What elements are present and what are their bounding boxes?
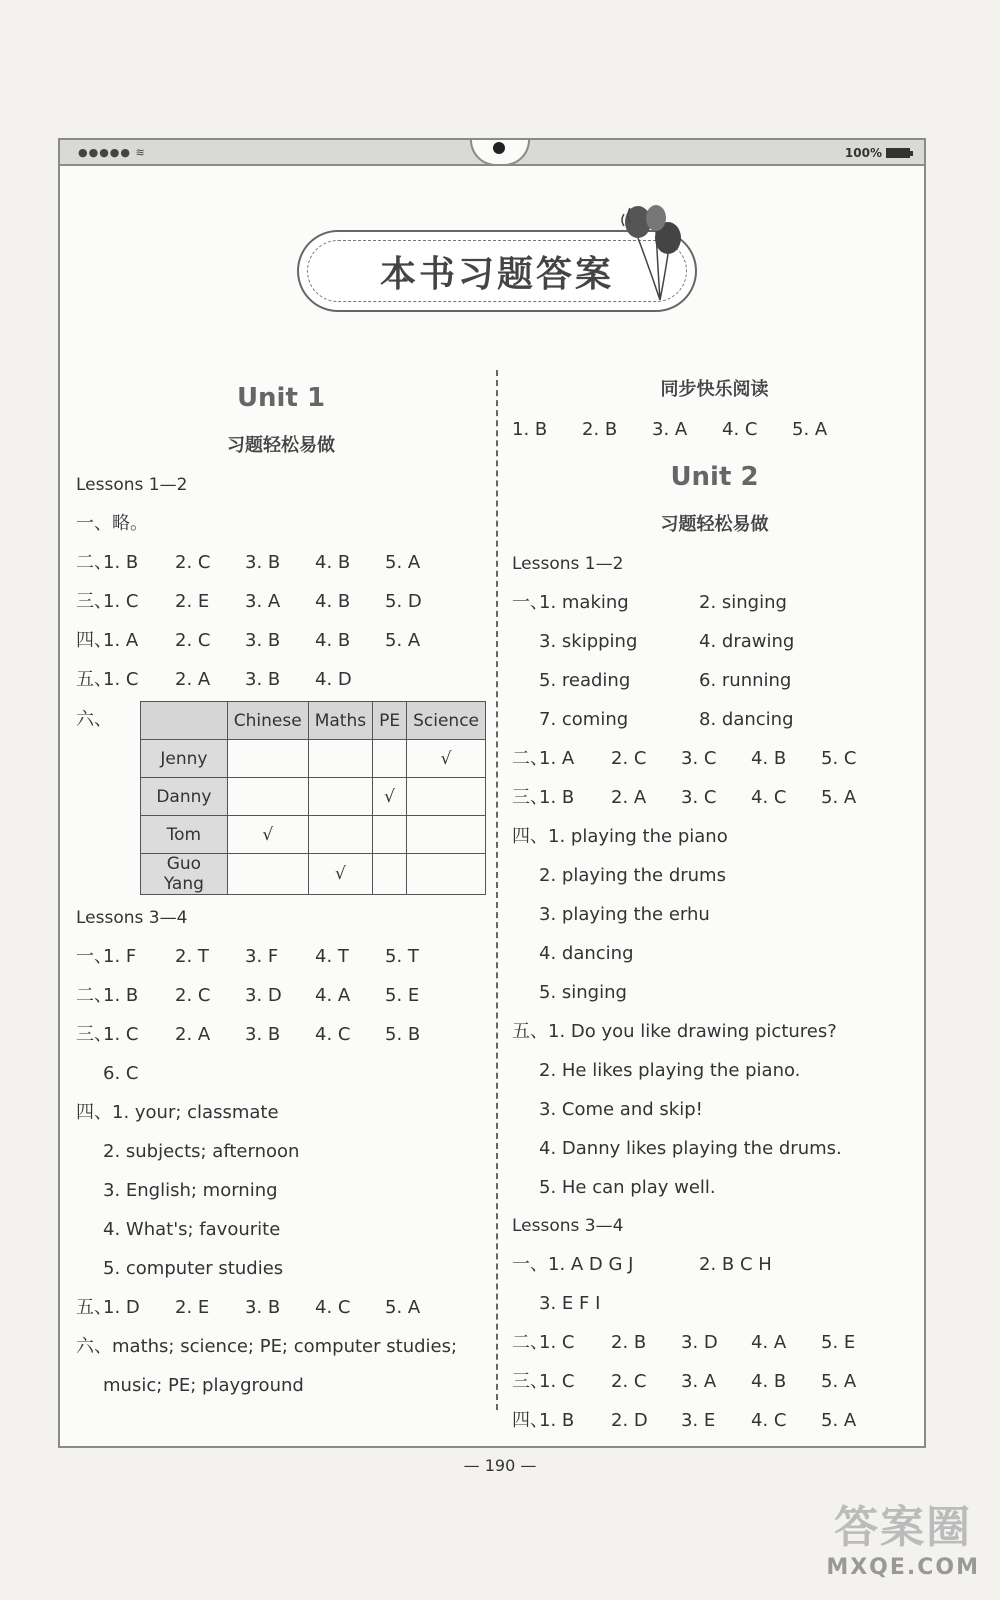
answer: 3. C (681, 787, 717, 808)
answer-row (76, 621, 486, 660)
reading-heading: 同步快乐阅读 (660, 379, 769, 400)
row-label: 二、 (76, 552, 112, 573)
check-cell (308, 740, 372, 778)
answer: 4. C (315, 1024, 351, 1045)
check-cell (407, 816, 486, 854)
table-header: Maths (308, 702, 372, 740)
answer-line: 五、1. Do you like drawing pictures? (512, 1021, 837, 1042)
answer: 2. A (175, 1024, 211, 1045)
answer: 2. C (611, 748, 647, 769)
answer-line: 四、1. your; classmate (76, 1102, 279, 1123)
check-cell (407, 778, 486, 816)
page-title: 本书习题答案 (379, 253, 614, 295)
watermark-logo (826, 1491, 980, 1580)
unit-heading: Unit 2 (670, 462, 759, 492)
answer-row (76, 660, 486, 699)
row-label: 六、 (76, 709, 112, 730)
answer: 1. B (512, 419, 548, 440)
answer: 1. C (539, 1332, 575, 1353)
answer-row (512, 778, 917, 817)
camera-notch (470, 140, 530, 166)
answer-line: 5. He can play well. (539, 1177, 716, 1198)
answer: 4. A (315, 985, 351, 1006)
answer: 6. running (699, 670, 792, 691)
answer-row (76, 582, 486, 621)
column-divider (496, 370, 498, 1410)
answer-line: 4. dancing (539, 943, 634, 964)
check-cell: √ (407, 740, 486, 778)
row-label: 一、 (512, 592, 548, 613)
answer: 2. B (611, 1332, 647, 1353)
answer: 4. A (751, 1332, 787, 1353)
answer: 5. E (385, 985, 420, 1006)
answer-line: 2. He likes playing the piano. (539, 1060, 801, 1081)
answer-line: music; PE; playground (103, 1375, 304, 1396)
answer-row (76, 976, 486, 1015)
answer-row (512, 622, 917, 661)
answer: 5. A (821, 1371, 857, 1392)
answer-line: 3. E F I (539, 1293, 601, 1314)
answer-row (76, 543, 486, 582)
answer: 4. B (315, 591, 351, 612)
table-header-row (141, 702, 486, 740)
answer-row (512, 1323, 917, 1362)
table-row (141, 778, 486, 816)
check-cell (227, 740, 308, 778)
answer-line: 5. singing (539, 982, 627, 1003)
subject-table (140, 701, 486, 895)
subject-table-section (76, 701, 486, 895)
student-name: Jenny (141, 740, 228, 778)
answer: 5. A (821, 787, 857, 808)
lessons-heading: Lessons 1—2 (76, 475, 188, 495)
answer: 3. B (245, 630, 281, 651)
section-heading: 习题轻松易做 (660, 514, 769, 535)
answer-line: 四、1. playing the piano (512, 826, 728, 847)
answer-row (512, 410, 917, 449)
answer: 5. reading (539, 670, 631, 691)
answer: 5. E (821, 1332, 856, 1353)
answer: 3. C (681, 748, 717, 769)
table-header: PE (373, 702, 407, 740)
row-label: 三、 (76, 1024, 112, 1045)
table-header: Science (407, 702, 486, 740)
row-label: 二、 (76, 985, 112, 1006)
answer: 1. C (103, 1024, 139, 1045)
answer-line: 6. C (103, 1063, 139, 1084)
watermark-domain: MXQE.COM (826, 1555, 980, 1580)
answer: 2. B (582, 419, 618, 440)
answer: 4. C (722, 419, 758, 440)
row-label: 五、 (76, 669, 112, 690)
answer: 一、1. A D G J (512, 1254, 634, 1275)
row-label: 三、 (512, 787, 548, 808)
check-cell (227, 854, 308, 895)
answer: 4. drawing (699, 631, 795, 652)
answer-row (512, 700, 917, 739)
lessons-heading: Lessons 3—4 (76, 908, 188, 928)
row-label: 一、 (76, 946, 112, 967)
check-cell: √ (308, 854, 372, 895)
answer: 5. A (385, 1297, 421, 1318)
answer: 4. B (315, 630, 351, 651)
answer: 3. F (245, 946, 279, 967)
battery-icon (886, 148, 910, 158)
check-cell (308, 816, 372, 854)
answer: 5. D (385, 591, 422, 612)
lessons-heading: Lessons 1—2 (512, 554, 624, 574)
answer: 5. C (821, 748, 857, 769)
answer-line: 3. playing the erhu (539, 904, 710, 925)
check-cell (308, 778, 372, 816)
answer: 4. C (751, 787, 787, 808)
answer: 3. B (245, 1297, 281, 1318)
answer: 1. C (103, 591, 139, 612)
balloons-icon (620, 200, 700, 310)
answer: 3. A (681, 1371, 717, 1392)
right-column (512, 370, 917, 1440)
answer: 4. B (751, 1371, 787, 1392)
answer-line: 5. computer studies (103, 1258, 284, 1279)
answer: 1. F (103, 946, 137, 967)
answer: 2. B C H (699, 1254, 772, 1275)
answer: 4. D (315, 669, 352, 690)
unit-heading: Unit 1 (236, 383, 326, 413)
answer-line: 4. What's; favourite (103, 1219, 281, 1240)
answer: 3. B (245, 552, 281, 573)
signal-icon: ●●●●● ≋ (78, 146, 146, 159)
answer: 5. A (821, 1410, 857, 1431)
answer: 8. dancing (699, 709, 794, 730)
answer: 2. E (175, 1297, 210, 1318)
answer: 4. C (751, 1410, 787, 1431)
answer-line: 2. playing the drums (539, 865, 726, 886)
student-name: Tom (141, 816, 228, 854)
camera-icon (493, 142, 505, 154)
answer-row (512, 661, 917, 700)
answer-row (512, 1362, 917, 1401)
answer: 3. A (245, 591, 281, 612)
answer: 3. D (245, 985, 282, 1006)
check-cell: √ (373, 778, 407, 816)
check-cell (373, 854, 407, 895)
answer: 2. A (175, 669, 211, 690)
answer: 1. making (539, 592, 629, 613)
answer-line: 六、maths; science; PE; computer studies; (76, 1336, 458, 1357)
answer: 5. A (385, 630, 421, 651)
answer: 3. B (245, 669, 281, 690)
battery-percent: 100% (844, 146, 882, 160)
table-row (141, 854, 486, 895)
answer-row (76, 1288, 486, 1327)
answer: 4. C (315, 1297, 351, 1318)
answer-line: 一、略。 (76, 513, 148, 534)
answer-line: 3. English; morning (103, 1180, 278, 1201)
row-label: 五、 (76, 1297, 112, 1318)
answer: 2. D (611, 1410, 648, 1431)
answer: 3. B (245, 1024, 281, 1045)
answer: 3. D (681, 1332, 718, 1353)
answer-line: 2. subjects; afternoon (103, 1141, 300, 1162)
answer: 1. B (539, 787, 575, 808)
answer-line: 4. Danny likes playing the drums. (539, 1138, 842, 1159)
page-number: — 190 — (463, 1456, 537, 1475)
table-header: Chinese (227, 702, 308, 740)
answer-row (512, 739, 917, 778)
answer-row (76, 1015, 486, 1054)
answer: 2. C (175, 630, 211, 651)
tablet-frame (58, 138, 926, 1448)
answer-row (512, 1245, 917, 1284)
answer: 3. skipping (539, 631, 638, 652)
answer: 1. A (103, 630, 139, 651)
student-name: Danny (141, 778, 228, 816)
answer-line: 3. Come and skip! (539, 1099, 703, 1120)
answer: 1. B (103, 552, 139, 573)
answer: 1. B (103, 985, 139, 1006)
check-cell (373, 740, 407, 778)
check-cell: √ (227, 816, 308, 854)
answer: 3. A (652, 419, 688, 440)
answer: 2. E (175, 591, 210, 612)
row-label: 四、 (76, 630, 112, 651)
answer: 3. E (681, 1410, 716, 1431)
answer-row (512, 1401, 917, 1440)
row-label: 二、 (512, 1332, 548, 1353)
answer: 1. C (103, 669, 139, 690)
check-cell (407, 854, 486, 895)
answer: 1. B (539, 1410, 575, 1431)
answer: 2. C (611, 1371, 647, 1392)
table-row (141, 816, 486, 854)
check-cell (227, 778, 308, 816)
row-label: 三、 (512, 1371, 548, 1392)
answer: 2. A (611, 787, 647, 808)
answer: 7. coming (539, 709, 629, 730)
section-heading: 习题轻松易做 (227, 435, 335, 456)
watermark-brand: 答案圈 (834, 1502, 973, 1553)
answer: 4. B (315, 552, 351, 573)
answer-row (76, 937, 486, 976)
answer: 5. B (385, 1024, 421, 1045)
answer-row (512, 583, 917, 622)
answer: 5. A (792, 419, 828, 440)
answer: 5. A (385, 552, 421, 573)
row-label: 三、 (76, 591, 112, 612)
table-row (141, 740, 486, 778)
answer: 4. T (315, 946, 349, 967)
row-label: 二、 (512, 748, 548, 769)
answer: 2. C (175, 552, 211, 573)
row-label: 四、 (512, 1410, 548, 1431)
table-header (141, 702, 228, 740)
answer: 1. C (539, 1371, 575, 1392)
answer: 2. T (175, 946, 209, 967)
answer: 2. C (175, 985, 211, 1006)
check-cell (373, 816, 407, 854)
battery-indicator (845, 146, 910, 160)
answer: 1. D (103, 1297, 140, 1318)
answer: 2. singing (699, 592, 787, 613)
lessons-heading: Lessons 3—4 (512, 1216, 624, 1236)
left-column (76, 370, 486, 1405)
answer: 5. T (385, 946, 419, 967)
answer: 4. B (751, 748, 787, 769)
student-name: Guo Yang (141, 854, 228, 895)
status-bar (60, 140, 924, 166)
answer: 1. A (539, 748, 575, 769)
